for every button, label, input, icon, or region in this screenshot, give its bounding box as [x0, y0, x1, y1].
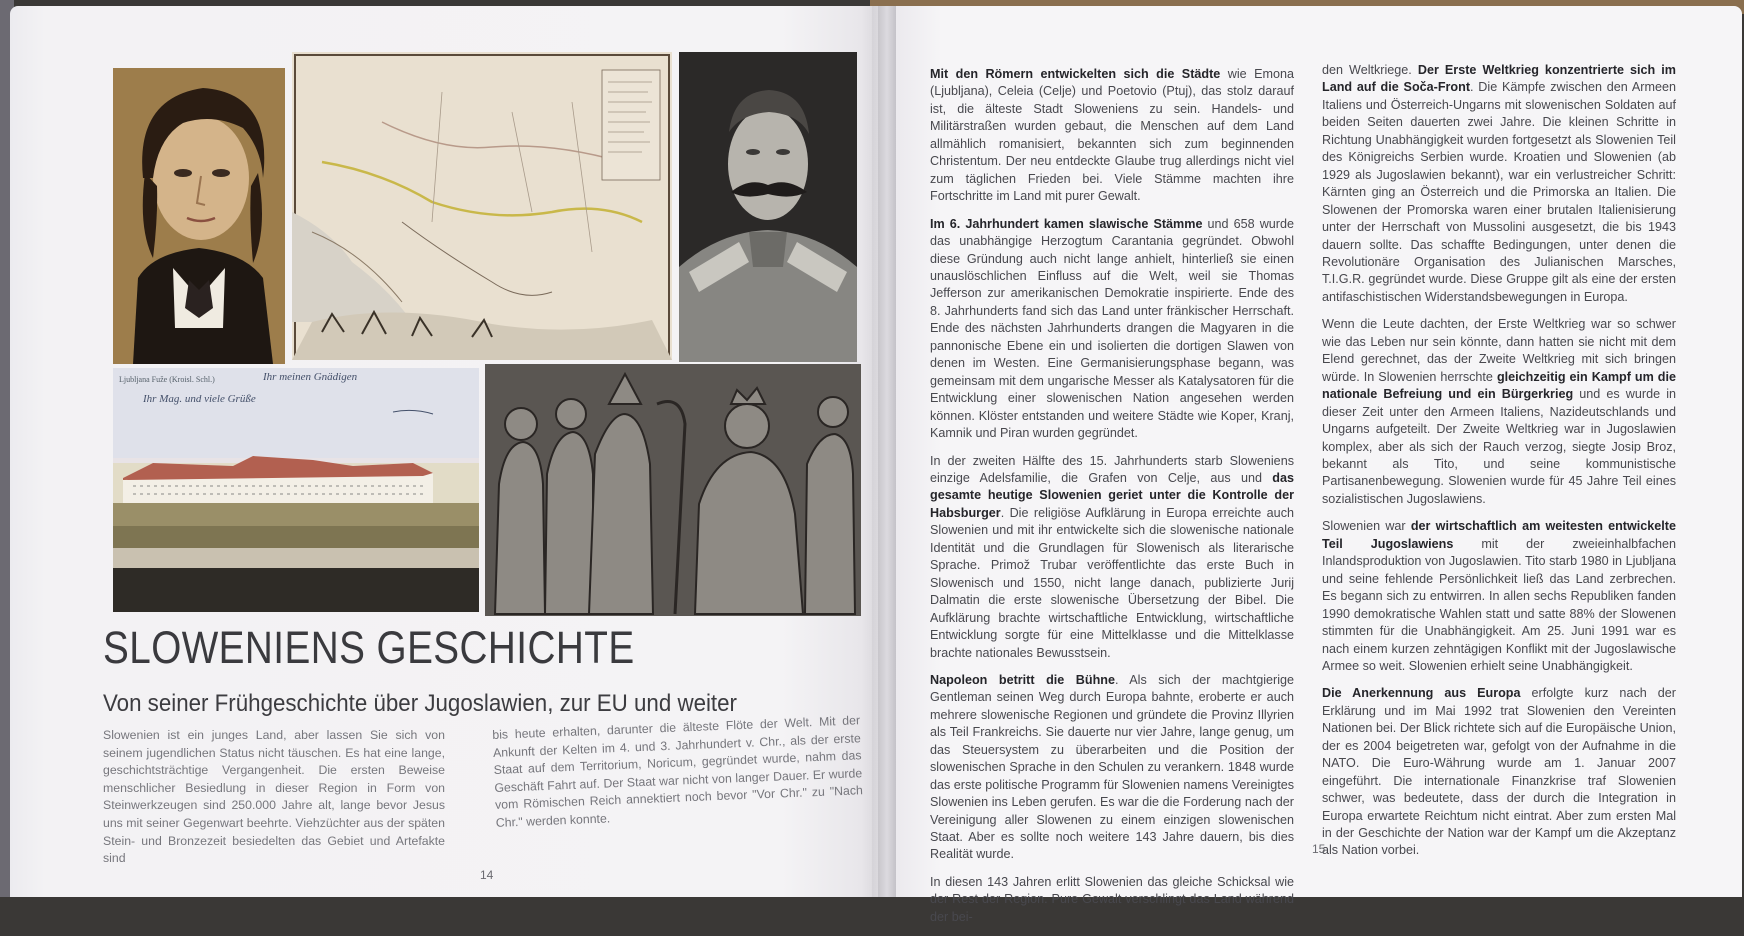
- right-column-2: [1322, 62, 1676, 870]
- pre-ww1: den Weltkriege.: [1322, 63, 1418, 77]
- paragraph-ww1: [1322, 62, 1676, 306]
- lead-ww2: gleichzeitig ein Kampf um die nationale Befreiung und ein Bürgerkrieg: [1322, 369, 1676, 402]
- lead-ww1: Der Erste Weltkrieg konzentrierte sich im Land auf die Soča-Front: [1322, 63, 1676, 95]
- portrait-photo: [113, 68, 285, 364]
- paragraph-habsburg: [930, 453, 1294, 662]
- paragraph-napoleon: [930, 672, 1294, 864]
- paragraph-ww2: [1322, 316, 1676, 508]
- officer-portrait: [679, 52, 857, 362]
- pre-ww2: Wenn die Leute dachten, der Erste Weltkrieg war so schwer wie das Leben nur sein könnte, dann hatten sie nicht mit dem Elend gerechnet, das der Zweite Weltkrieg mit sich bringen würde. In Slowenien herrschte: [1322, 317, 1676, 384]
- pre-yugoslavia: Slowenien war: [1322, 519, 1411, 534]
- text-yugoslavia: mit der zweieinhalbfachen Inlandsproduktion von Jugoslawien. Tito starb 1980 in Ljubljana und seine fehlende Persönlichkeit ließ das Land zerbrechen. Es begann sich zu entwirren. In allen sechs Republiken fanden 1990 demokratische Wahlen statt und satte 88% der Slowenen stimmten für die Unabhängigkeit. Am 25. Juni 1991 war es nach einem kurzen zehntägigen Konflikt mit der Jugoslawische Armee so weit. Slowenien erhielt seine Unabhängigkeit.: [1322, 536, 1677, 673]
- text-napoleon: . Als sich der machtgierige Gentleman seinen Weg durch Europa bahnte, eroberte er auch mehrere slowenische Regionen und gründete die Provinz Illyrien als Teil Frankreichs. Sie dauerte nur vier Jahre, lange genug, um das Steuersystem zu überarbeiten und die Position der slowenischen Sprache in den Schulen zu verankern. 1848 wurde das erste politische Programm für Slowenien namens Vereinigtes Slowenien ins Leben gerufen. Es war die die Forderung nach der Vereinigung aller Slowenen zu einem einzigen slowenischen Staat. Aber es sollte noch weitere 143 Jahre dauern, bis dies Realität wurde.: [930, 672, 1295, 862]
- text-ww2: und es wurde in dieser Zeit unter den Armeen Italiens, Nazideutschlands und Ungarns aufgeteilt. Der Zweite Weltkrieg war in Jugoslawien komplex, aber als sich der Rauch verzog, siegte Josip Broz, bekannt als Tito, und seine kommunistische Partisanenbewegung. Slowenien wurde für 45 Jahre Teil eines sozialistischen Jugoslawiens.: [1322, 387, 1676, 506]
- text-143-years: In diesen 143 Jahren erlitt Slowenien das gleiche Schicksal wie der Rest der Region. Pure Gewalt verschlingt das Land während der bei-: [930, 874, 1294, 924]
- paragraph-slavs: [930, 216, 1294, 443]
- text-habsburg: . Die religiöse Aufklärung in Europa erreichte auch Slowenien und mit ihr entwickelte sich die slowenische nationale Identität und die Grundlagen für Slowenisch als literarische Sprache. Primož Trubar veröffentlichte das erste Buch in Slowenisch und 1550, nicht lange danach, publizierte Jurij Dalmatin die erste slowenische Übersetzung der Bibel. Die Aufklärung brachte wirtschaftliche Entwicklung, wirtschaftliche Entwicklung sorgte für eine Mittelklasse und die Mittelklasse brachte nationales Bewusstsein.: [930, 505, 1294, 660]
- intro-paragraph-2: bis heute erhalten, darunter die älteste Flöte der Welt. Mit der Ankunft der Kelten im 4. und 3. Jahrhundert v. Chr., als der erste Staat auf dem Territorium, Noricum, gegründet wurde, nahm das Geschäft Fahrt auf. Der Staat war nicht von langer Dauer. Er wurde vom Römischen Reich annektiert noch bevor "Vor Chr." zu "Nach Chr." werden konnte.: [492, 713, 864, 830]
- page-subtitle: Von seiner Frühgeschichte über Jugoslawien, zur EU und weiter: [103, 690, 737, 717]
- lead-europe: Die Anerkennung aus Europa: [1322, 686, 1521, 701]
- postcard-handwriting-2: Ihr Mag. und viele Grüße: [143, 393, 256, 405]
- lead-slavs: Im 6. Jahrhundert kamen slawische Stämme: [930, 216, 1203, 231]
- right-column-1: [930, 66, 1294, 936]
- text-slavs: und 658 wurde das unabhängige Herzogtum Carantania gegründet. Obwohl diese Gründung auch nicht lange anhielt, hinterließ sie einen unauslöschlichen Einfluss auf die Welt, weil sie Thomas Jefferson zur amerikanischen Demokratie inspirierte. Ende des 8. Jahrhunderts fand sich das Land unter fränkischer Herrschaft. Ende des nächsten Jahrhunderts drangen die Magyaren in die pannonische Ebene ein und isolierten die dortigen Slawen von denen im Westen. Eine Germanisierungsphase begann, was gemeinsam mit dem ungarische Messer als Katalysatoren für die Entwicklung einer slowenischen Nation angesehen werden können. Klöster entstanden und weitere Städte wie Koper, Kranj, Kamnik und Piran wurden gegründet.: [930, 216, 1294, 441]
- pre-habsburg: In der zweiten Hälfte des 15. Jahrhunderts starb Sloweniens einzige Adelsfamilie, die Grafen von Celje, aus und: [930, 453, 1294, 485]
- paragraph-143-years: [930, 874, 1294, 926]
- postcard-caption: Ljubljana Fuže (Kroisl. Schl.): [119, 375, 215, 384]
- paragraph-yugoslavia: [1322, 518, 1676, 675]
- text-europe: erfolgte kurz nach der Erklärung und im Mai 1992 trat Slowenien den Vereinten Nationen bei. Der Blick richtete sich auf die Europäische Union, der es 2004 beigetreten war, gefolgt von der Aufnahme in die NATO. Die Euro-Währung wurde am 1. Januar 2007 eingeführt. Die internationale Finanzkrise traf Slowenien schwer, was bedeutete, dass der durch die Integration in Europa erwartete Reichtum nicht eintrat. Aber zum ersten Mal in der Geschichte der Nation war der Kampf um die Akzeptanz als Nation vorbei.: [1322, 686, 1676, 858]
- text-romans: wie Emona (Ljubljana), Celeia (Celje) und Poetovio (Ptuj), das stolz darauf ist, die älteste Stadt Sloweniens zu sein. Handels- und Militärstraßen wurden gebaut, die Menschen auf dem Land allmählich romanisiert, bekannten sich zum beginnenden Christentum. Der neu entdeckte Glaube trug allerdings nicht viel zum täglichen Frieden bei. Viele Stämme machten ihre Fortschritte im Land mit purer Gewalt.: [930, 67, 1294, 204]
- page-number-left: 14: [480, 868, 494, 882]
- postcard-handwriting-1: Ihr meinen Gnädigen: [263, 371, 358, 383]
- book-gutter: [878, 6, 896, 897]
- historical-map: [292, 52, 672, 360]
- paragraph-romans: [930, 66, 1294, 206]
- stone-relief-photo: [485, 364, 861, 616]
- paragraph-europe: [1322, 685, 1676, 860]
- intro-paragraph-1: Slowenien ist ein junges Land, aber lassen Sie sich von seinem jugendlichen Status nicht täuschen. Es hat eine lange, geschichtsträchtige Vergangenheit. Die ersten Beweise menschlicher Besiedlung in dieser Region in Form von Steinwerkzeugen sind 250.000 Jahre alt, lange bevor Jesus uns mit seiner Gegenwart beehrte. Viehzüchter aus der späten Stein- und Bronzezeit besiedelten das Gebiet und Artefakte sind: [103, 728, 445, 866]
- lead-habsburg: das gesamte heutige Slowenien geriet unter die Kontrolle der Habsburger: [930, 470, 1294, 520]
- text-ww1: . Die Kämpfe zwischen den Armeen Italiens und Österreich-Ungarns mit slowenischen Soldaten auf beiden Seiten dauerten zwei Jahre. Die kleinen Schritte in Richtung Unabhängigkeit wurden fortgesetzt als Slowenien Teil des Königreichs Serbien wurde. Kroatien und Slowenien (ab 1929 als Jugoslawien bekannt), war ein verlustreicher Schritt: Kärnten ging an Österreich und die Primorska an Italien. Die Slowenen der Promorska waren einer brutalen Italienisierung unter der Herrschaft von Mussolini ausgesetzt, die bis 1943 dauern sollte. Das schaffte Bedingungen, unter denen die Revolutionäre Organisation des Julianischen Marsches, T.I.G.R. gegründet wurde. Diese Gruppe gilt als eine der ersten antifaschistischen Widerstandsbewegungen in Europa.: [1322, 80, 1676, 304]
- postcard-photo: [113, 368, 479, 612]
- page-title: SLOWENIENS GESCHICHTE: [103, 622, 635, 673]
- lead-romans: Mit den Römern entwickelten sich die Städte: [930, 67, 1221, 81]
- lead-napoleon: Napoleon betritt die Bühne: [930, 672, 1115, 687]
- page-number-right: 15: [1312, 842, 1326, 856]
- lead-yugoslavia: der wirtschaftlich am weitesten entwickelte Teil Jugoslawiens: [1322, 519, 1677, 551]
